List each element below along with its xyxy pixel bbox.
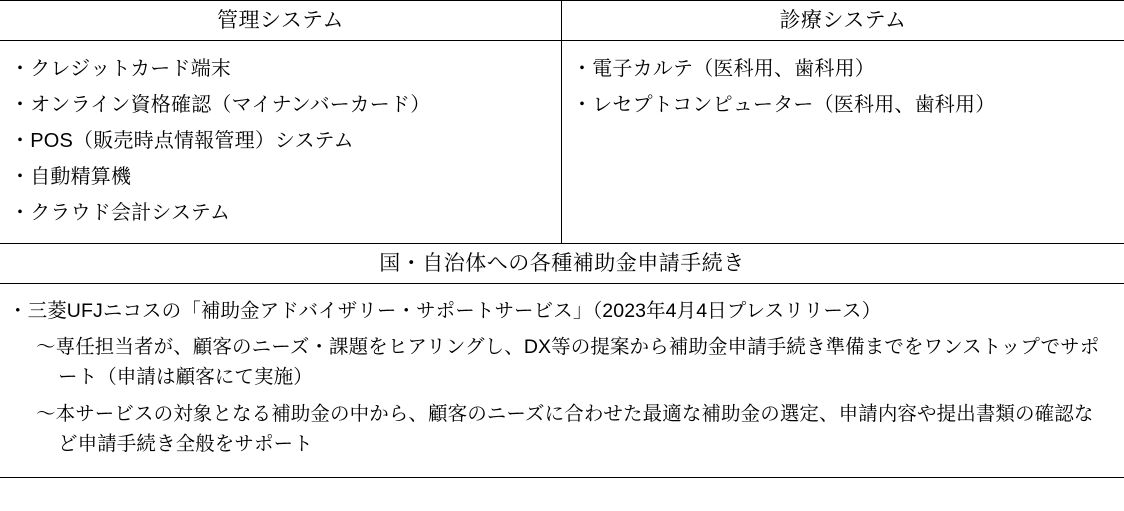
list-item: ・自動精算機 [10,166,132,188]
list-item-text: 〜専任担当者が、顧客のニーズ・課題をヒアリングし、DX等の提案から補助金申請手続き準備までをワンストップでサポート（申請は顧客にて実施） [36,336,1100,389]
body-cell-clinical [562,41,1124,243]
header-label-management: 管理システム [217,9,344,32]
table-subheader-row [0,244,1124,284]
list-item: ・クラウド会計システム [10,202,231,224]
table-footer-row [0,284,1124,477]
table-body-row [0,41,1124,244]
list-item-text: 〜本サービスの対象となる補助金の中から、顧客のニーズに合わせた最適な補助金の選定、申請内容や提出書類の確認など申請手続き全般をサポート [36,402,1094,455]
subheader-label-subsidy: 国・自治体への各種補助金申請手続き [379,252,745,275]
subsidy-detail-list [0,284,1124,477]
list-item [0,330,1124,396]
list-item: ・クレジットカード端末 [10,58,232,80]
header-cell-management [0,1,562,40]
list-item: ・レセプトコンピューター（医科用、歯科用） [572,94,996,116]
list-item: ・POS（販売時点情報管理）システム [10,130,354,152]
body-cell-management [0,41,562,243]
subheader-cell-subsidy [0,244,1124,283]
table-header-row [0,1,1124,41]
list-item: ・電子カルテ（医科用、歯科用） [572,58,875,80]
footer-cell-subsidy-details [0,284,1124,477]
list-item: ・三菱UFJニコスの「補助金アドバイザリー・サポートサービス」（2023年4月4日プレスリリース） [8,300,882,322]
list-item [0,397,1124,463]
clinical-system-list [562,41,1124,135]
header-cell-clinical [562,1,1124,40]
management-system-list [0,41,561,243]
header-label-clinical: 診療システム [779,9,907,32]
list-item: ・オンライン資格確認（マイナンバーカード） [10,94,431,116]
